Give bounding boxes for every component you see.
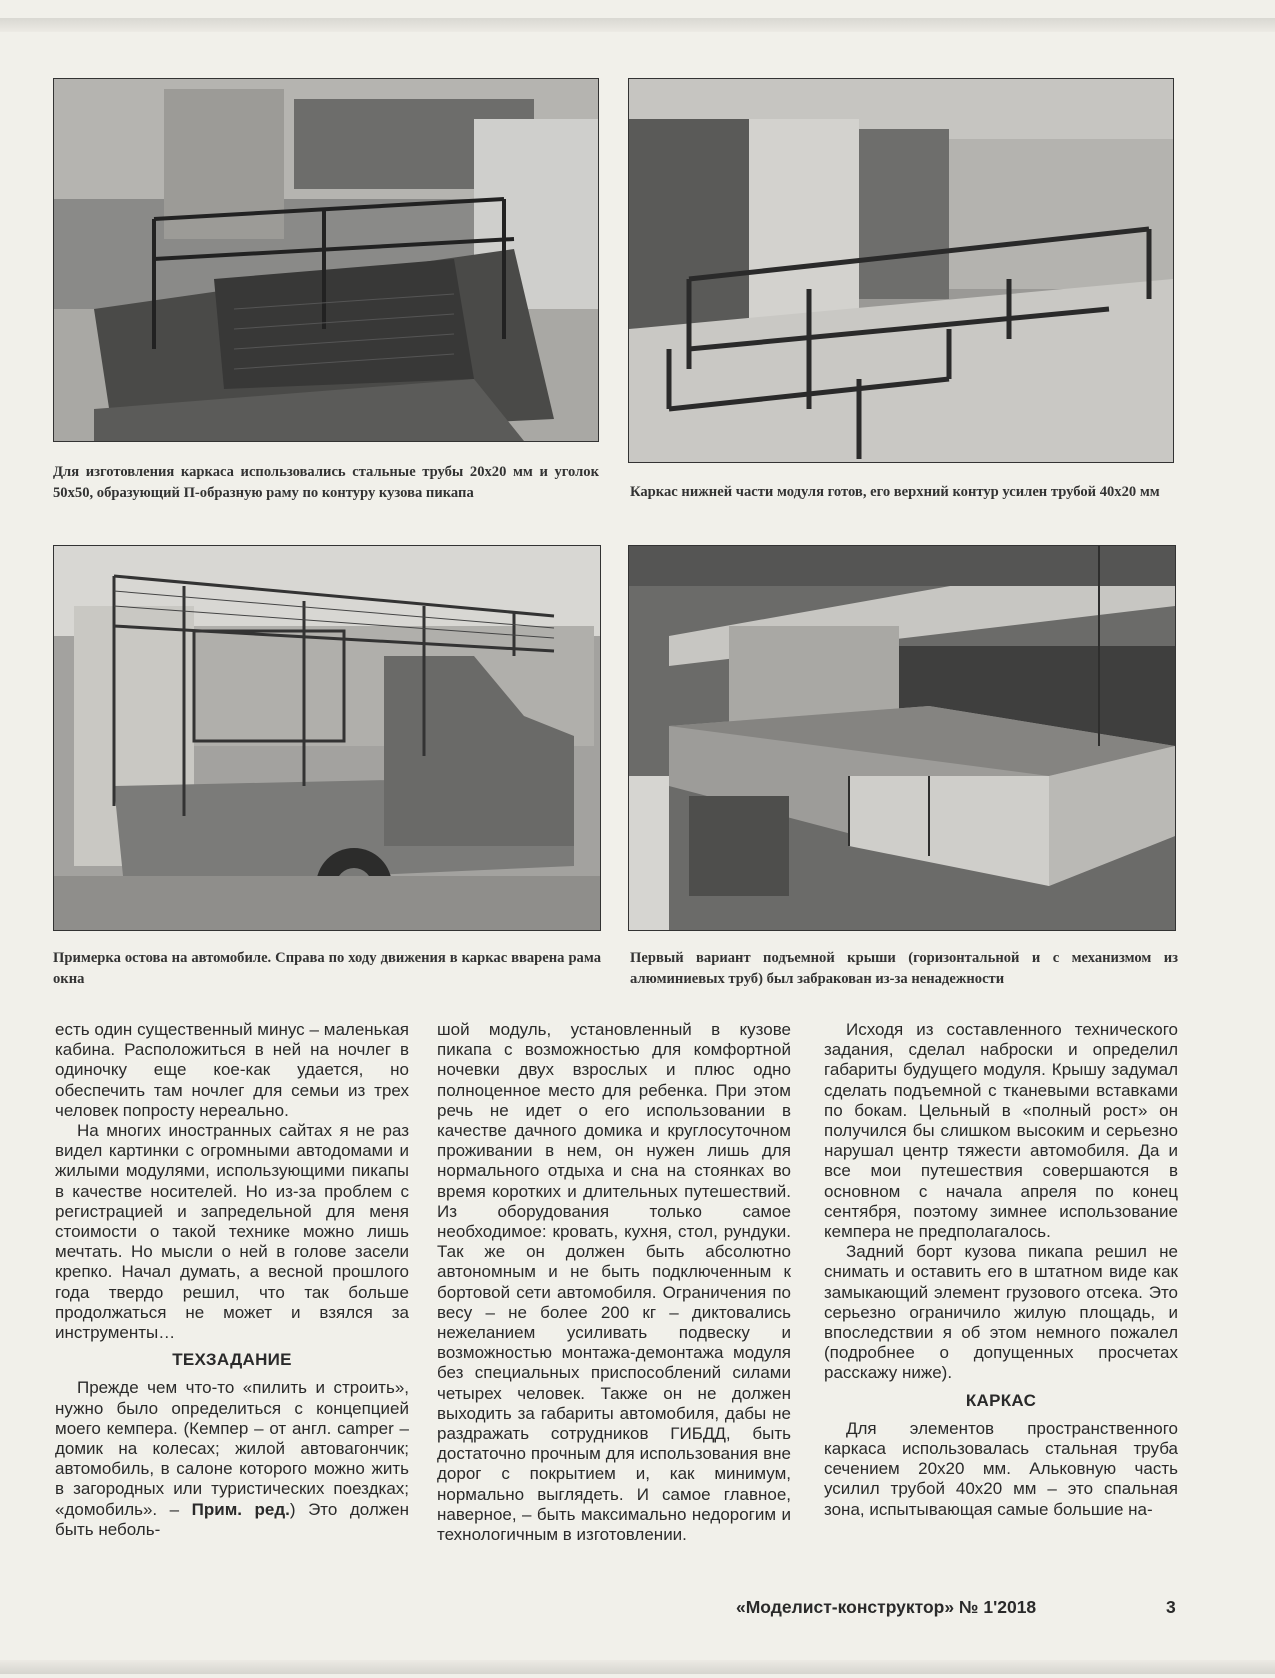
scan-edge-top <box>0 18 1275 32</box>
paragraph: Исходя из составленного технического задания, сделал наброски и определил габариты будущего модуля. Крышу задумал сделать подъемной с тканевыми вставками по бокам. Цельный в «полный рост» он получился бы слишком высоким и серьезно нарушал центр тяжести автомобиля. Да и все мои путешествия совершаются в основном с начала апреля по конец сентября, поэтому зимнее использование кемпера не предполагалось. <box>824 1020 1178 1242</box>
magazine-issue: «Моделист-конструктор» № 1'2018 <box>736 1597 1037 1617</box>
photo-caption: Каркас нижней части модуля готов, его верхний контур усилен трубой 40х20 мм <box>630 484 1160 500</box>
photo-pickup-frame <box>53 78 599 442</box>
paragraph: На многих иностранных сайтах я не раз видел картинки с огромными автодомами и жилыми модулями, использующими пикапы в качестве носителей. Но из-за проблем с регистрацией и запредельной для меня стоимости о такой технике можно лишь мечтать. Но мысли о ней в голове засели крепко. Начал думать, а весной прошлого года твердо решил, что так больше продолжаться не может и взялся за инструменты… <box>55 1121 409 1343</box>
article-column-2 <box>437 1020 791 1545</box>
section-heading: КАРКАС <box>965 1390 1037 1410</box>
photo-lower-frame <box>628 78 1174 463</box>
paragraph: шой модуль, установленный в кузове пикапа с возможностью для комфортной ночевки двух взрослых и плюс одно полноценное место для ребенка. При этом речь не идет о его использовании в качестве дачного домика и круглосуточном проживании в нем, он нужен лишь для нормального отдыха и сна на стоянках во время коротких и длительных путешествий. Из оборудования только самое необходимое: кровать, кухня, стол, рундуки. Так же он должен быть абсолютно автономным и не быть подключенным к бортовой сети автомобиля. Ограничения по весу – не более 200 кг – диктовались нежеланием усиливать подвеску и возможностью монтажа-демонтажа модуля без специальных приспособлений силами четырех человек. Также он не должен выходить за габариты автомобиля, дабы не раздражать сотрудников ГИБДД, быть достаточно прочным для использования вне дорог с покрытием и, как минимум, нормально выглядеть. И самое главное, наверное, – быть максимально недорогим и технологичным в изготовлении. <box>437 1020 791 1545</box>
photo-caption: Первый вариант подъемной крыши (горизонтальной и с механизмом из алюминиевых труб) был забракован из-за ненадежности <box>630 950 1178 987</box>
photo-caption: Для изготовления каркаса использовались стальные трубы 20х20 мм и уголок 50х50, образующий П-образную раму по контуру кузова пикапа <box>53 464 599 501</box>
photo-caption: Примерка остова на автомобиле. Справа по ходу движения в каркас вварена рама окна <box>53 950 601 987</box>
paragraph: Для элементов пространственного каркаса использовалась стальная труба сечением 20х20 мм. Альковную часть усилил трубой 40х20 мм – это спальная зона, испытывающая самые большие на- <box>824 1418 1178 1519</box>
photo-lifting-roof <box>628 545 1176 931</box>
paragraph: есть один существенный минус – маленькая кабина. Расположиться в ней на ночлег в одиночку еще кое-как удается, но обеспечить там ночлег для семьи из трех человек попросту нереально. <box>55 1020 409 1120</box>
scan-edge-bottom <box>0 1660 1275 1674</box>
page-number: 3 <box>1166 1597 1176 1617</box>
section-heading: ТЕХЗАДАНИЕ <box>172 1350 292 1370</box>
article-column-1 <box>55 1020 409 1540</box>
editor-note: Прим. ред. <box>191 1499 290 1519</box>
photo-frame-on-truck <box>53 545 601 931</box>
article-column-3 <box>824 1020 1178 1520</box>
paragraph: Задний борт кузова пикапа решил не снимать и оставить его в штатном виде как замыкающий элемент грузового отсека. Это серьезно ограничило жилую площадь, и впоследствии я об этом немного пожалел (подробнее о допущенных просчетах расскажу ниже). <box>824 1242 1178 1383</box>
paragraph-text: ) Это должен быть неболь- <box>55 1499 410 1539</box>
paragraph-text: Прежде чем что-то «пилить и строить», нужно было определиться с концепцией моего кемпера. (Кемпер – от англ. camper – домик на колесах; жилой автовагончик; автомобиль, в салоне которого можно жить в загородных или туристических поездках; «домобиль». – <box>55 1378 409 1519</box>
paragraph <box>55 1378 409 1540</box>
